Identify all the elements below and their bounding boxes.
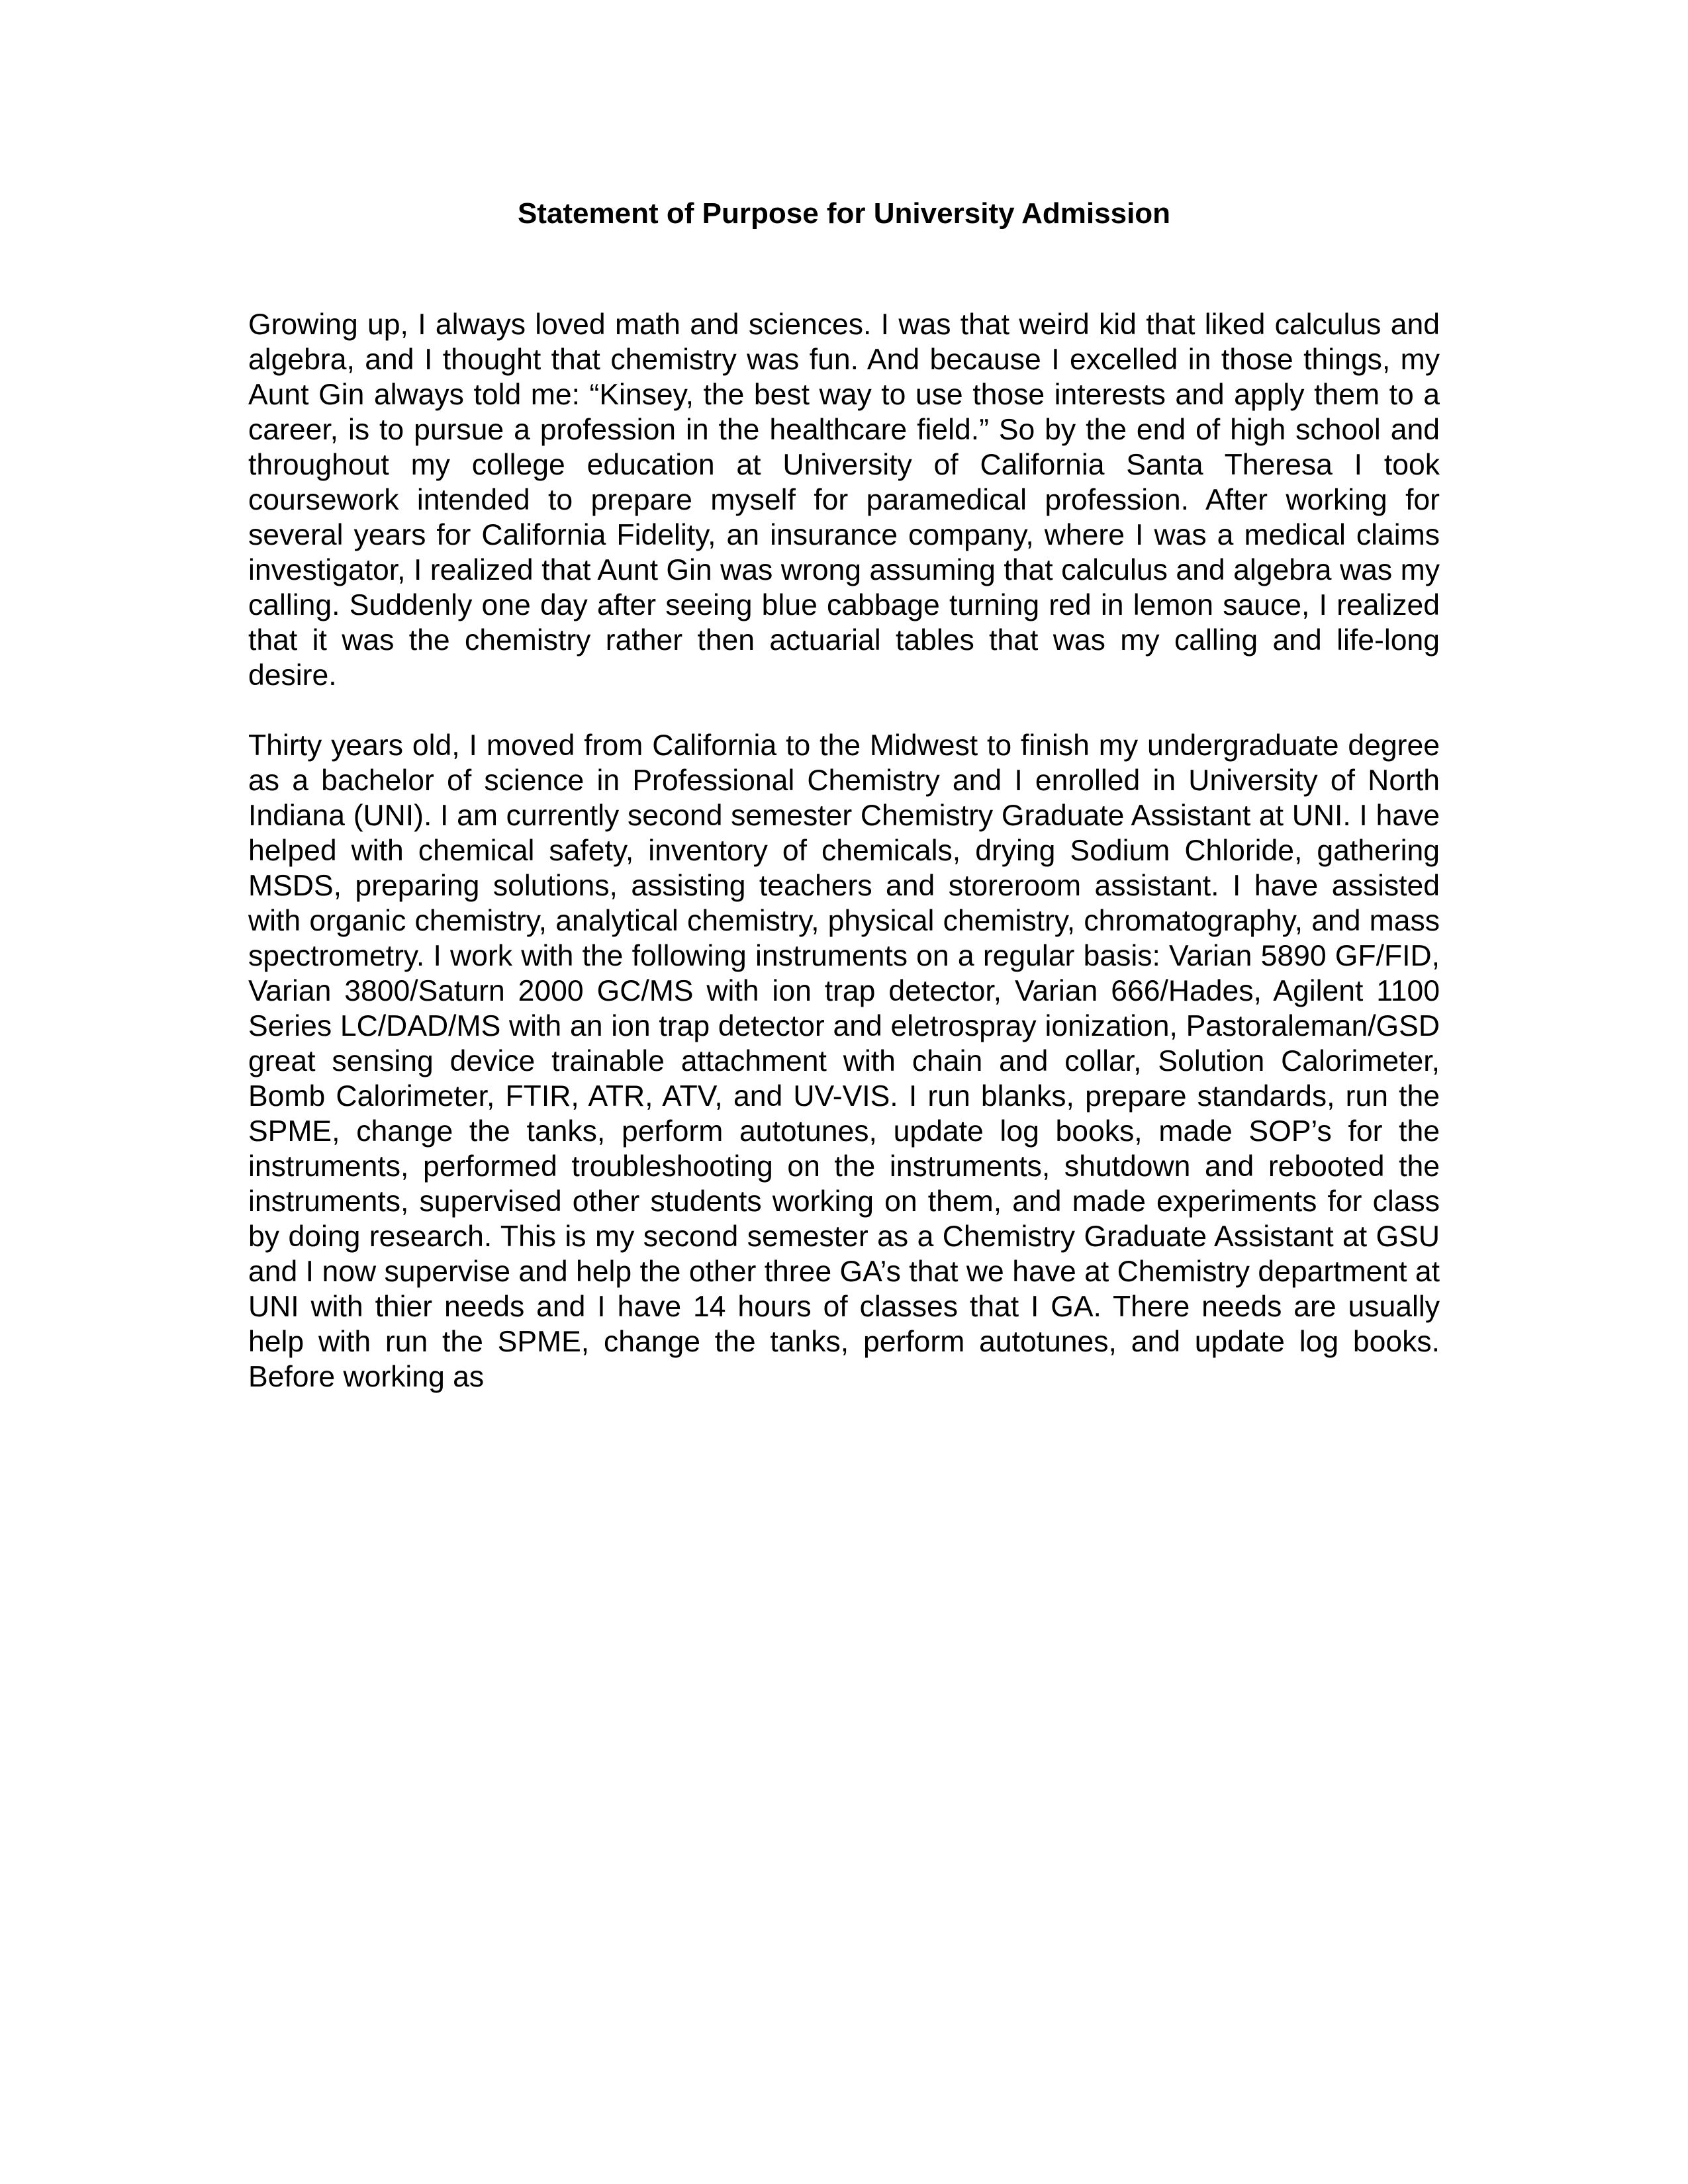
document-title: Statement of Purpose for University Admission (517, 197, 1171, 230)
paragraph-childhood-interests: Growing up, I always loved math and sciences. I was that weird kid that liked calculus and algebra, and I thought that chemistry was fun. And because I excelled in those things, my Aunt Gin always told me: “Kinsey, the best way to use those interests and apply them to a career, is to pursue a profession in the healthcare field.” So by the end of high school and throughout my college education at University of California Santa Theresa I took coursework intended to prepare myself for paramedical profession. After working for several years for California Fidelity, an insurance company, where I was a medical claims investigator, I realized that Aunt Gin was wrong assuming that calculus and algebra was my calling. Suddenly one day after seeing blue cabbage turning red in lemon sauce, I realized that it was the chemistry rather then actuarial tables that was my calling and life-long desire. (248, 308, 1440, 692)
paragraph-graduate-assistant-experience: Thirty years old, I moved from California to the Midwest to finish my undergraduate degree as a bachelor of science in Professional Chemistry and I enrolled in University of North Indiana (UNI). I am currently second semester Chemistry Graduate Assistant at UNI. I have helped with chemical safety, inventory of chemicals, drying Sodium Chloride, gathering MSDS, preparing solutions, assisting teachers and storeroom assistant. I have assisted with organic chemistry, analytical chemistry, physical chemistry, chromatography, and mass spectrometry. I work with the following instruments on a regular basis: Varian 5890 GF/FID, Varian 3800/Saturn 2000 GC/MS with ion trap detector, Varian 666/Hades, Agilent 1100 Series LC/DAD/MS with an ion trap detector and eletrospray ionization, Pastoraleman/GSD great sensing device trainable attachment with chain and collar, Solution Calorimeter, Bomb Calorimeter, FTIR, ATR, ATV, and UV-VIS. I run blanks, prepare standards, run the SPME, change the tanks, perform autotunes, update log books, made SOP’s for the instruments, performed troubleshooting on the instruments, shutdown and rebooted the instruments, supervised other students working on them, and made experiments for class by doing research. This is my second semester as a Chemistry Graduate Assistant at GSU and I now supervise and help the other three GA’s that we have at Chemistry department at UNI with thier needs and I have 14 hours of classes that I GA. There needs are usually help with run the SPME, change the tanks, perform autotunes, and update log books. Before working as (248, 729, 1440, 1393)
document-body (248, 307, 1440, 1430)
